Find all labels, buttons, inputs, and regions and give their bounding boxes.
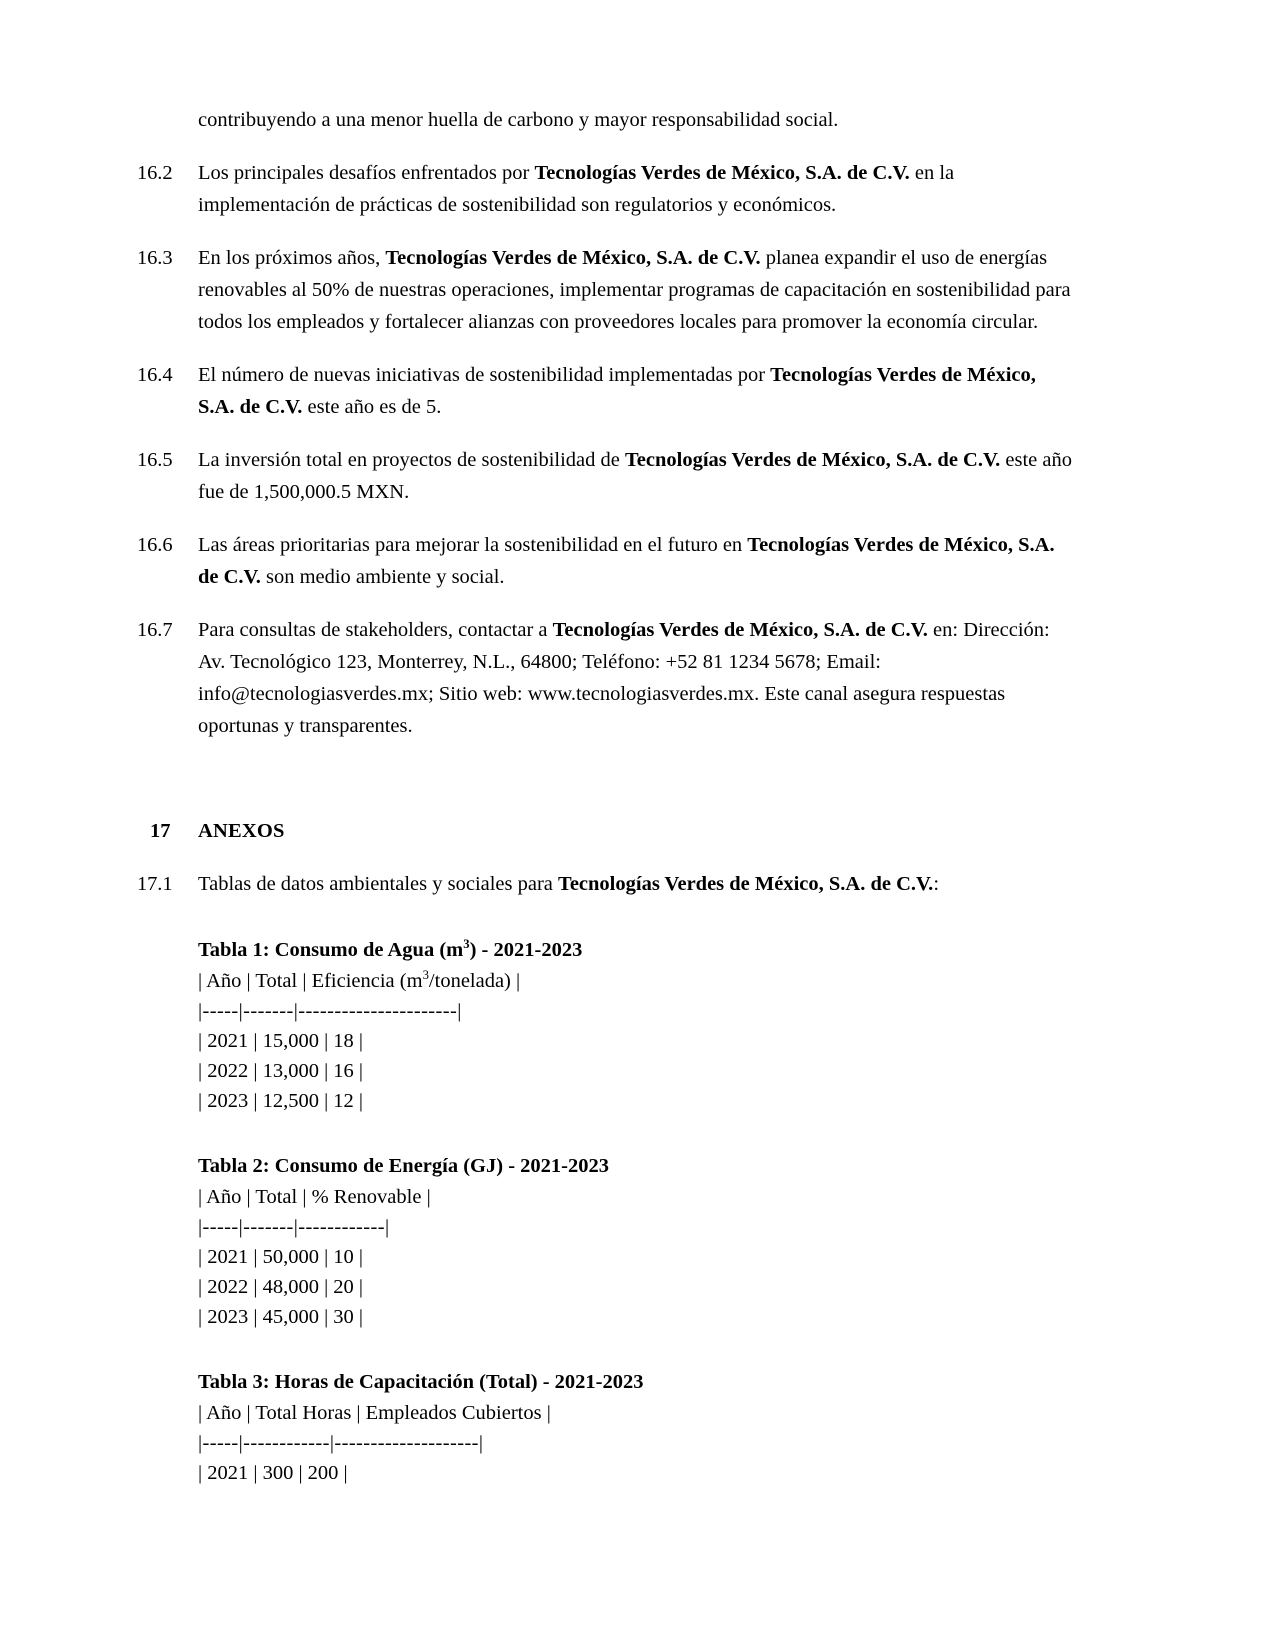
table-row: | 2021 | 50,000 | 10 |: [198, 1246, 364, 1268]
table-header-row: [198, 1182, 1077, 1212]
table-block-2: [198, 1150, 1077, 1332]
table-title-superscript: 3: [463, 937, 470, 952]
clause-number: 16.4: [137, 364, 173, 386]
clause-text-after: en: Dirección: Av. Tecnológico 123, Monterrey, N.L., 64800; Teléfono: +52 81 1234 5678; Email: info@tecnologiasverdes.mx; Sitio web: www.tecnologiasverdes.mx. Este canal asegura respuestas oportunas y transparentes.: [198, 619, 1050, 737]
table-header-prefix: | Año | Total | Eficiencia (m: [198, 970, 423, 992]
clause-text-before: En los próximos años,: [198, 247, 386, 269]
clause-number: 16.5: [137, 449, 173, 471]
clause-text-after: este año es de 5.: [302, 396, 442, 418]
clause-16-7: [137, 614, 1077, 742]
clause-number: 16.7: [137, 619, 173, 641]
table-header-row: [198, 1398, 1077, 1428]
table-title: [198, 1150, 1077, 1182]
table-header-prefix: | Año | Total | % Renovable |: [198, 1186, 431, 1208]
clause-number: 16.2: [137, 162, 173, 184]
clause-body: [198, 868, 1077, 900]
clause-body: [198, 157, 1077, 221]
table-header-superscript: 3: [422, 968, 429, 983]
clause-text-before: Las áreas prioritarias para mejorar la sostenibilidad en el futuro en: [198, 534, 748, 556]
clause-body: [198, 614, 1077, 742]
document-content: [137, 104, 1077, 1488]
table-separator-row: |-----|-------|----------------------|: [198, 1000, 462, 1022]
clause-body: [198, 242, 1077, 338]
section-number: 17: [150, 820, 171, 842]
orphan-continuation-line: [198, 104, 1077, 136]
clause-text-before: Para consultas de stakeholders, contactar a: [198, 619, 553, 641]
table-title: [198, 1366, 1077, 1398]
table-row: | 2021 | 300 | 200 |: [198, 1462, 348, 1484]
clause-number: 16.3: [137, 247, 173, 269]
table-block-1: [198, 934, 1077, 1116]
clause-text-before: La inversión total en proyectos de sostenibilidad de: [198, 449, 625, 471]
table-block-3: [198, 1366, 1077, 1488]
clause-text-before: El número de nuevas iniciativas de sostenibilidad implementadas por: [198, 364, 771, 386]
table-title-prefix: Tabla 3: Horas de Capacitación (Total) - 2021-2023: [198, 1371, 644, 1393]
table-title-prefix: Tabla 1: Consumo de Agua (m: [198, 939, 464, 961]
table-header-prefix: | Año | Total Horas | Empleados Cubiertos |: [198, 1402, 551, 1424]
clause-16-2: [137, 157, 1077, 221]
table-header-row: [198, 966, 1077, 996]
table-header-suffix: /tonelada) |: [428, 970, 521, 992]
table-title: [198, 934, 1077, 966]
table-separator-row: |-----|-------|------------|: [198, 1216, 390, 1238]
table-row: | 2023 | 45,000 | 30 |: [198, 1306, 364, 1328]
clause-body: [198, 359, 1077, 423]
clause-number: 16.6: [137, 534, 173, 556]
clause-text-before: Los principales desafíos enfrentados por: [198, 162, 535, 184]
company-name: Tecnologías Verdes de México, S.A. de C.V.: [558, 873, 934, 895]
company-name: Tecnologías Verdes de México, S.A. de C.V.: [198, 364, 1036, 418]
clause-16-5: [137, 444, 1077, 508]
orphan-text: contribuyendo a una menor huella de carbono y mayor responsabilidad social.: [198, 109, 839, 131]
company-name: Tecnologías Verdes de México, S.A. de C.V.: [552, 619, 928, 641]
clause-text-after: son medio ambiente y social.: [260, 566, 505, 588]
table-separator-row: |-----|------------|--------------------|: [198, 1432, 484, 1454]
clause-text-after: este año fue de 1,500,000.5 MXN.: [198, 449, 1072, 503]
clause-16-3: [137, 242, 1077, 338]
clause-text-after: planea expandir el uso de energías renovables al 50% de nuestras operaciones, implementar programas de capacitación en sostenibilidad para todos los empleados y fortalecer alianzas con proveedores locales para promover la economía circular.: [198, 247, 1071, 333]
company-name: Tecnologías Verdes de México, S.A. de C.V.: [385, 247, 761, 269]
company-name: Tecnologías Verdes de México, S.A. de C.V.: [534, 162, 910, 184]
section-heading-anexos: [137, 816, 1077, 846]
clause-body: [198, 529, 1077, 593]
company-name: Tecnologías Verdes de México, S.A. de C.V.: [624, 449, 1001, 471]
table-title-suffix: ) - 2021-2023: [469, 939, 583, 961]
clause-text-after: :: [933, 873, 940, 895]
table-row: | 2022 | 48,000 | 20 |: [198, 1276, 364, 1298]
clause-body: [198, 444, 1077, 508]
section-title: ANEXOS: [198, 820, 285, 842]
clause-16-6: [137, 529, 1077, 593]
clause-17-1: [137, 868, 1077, 900]
table-row: | 2021 | 15,000 | 18 |: [198, 1030, 364, 1052]
table-row: | 2023 | 12,500 | 12 |: [198, 1090, 364, 1112]
clause-text-before: Tablas de datos ambientales y sociales para: [198, 873, 559, 895]
clause-text-after: en la implementación de prácticas de sostenibilidad son regulatorios y económicos.: [198, 162, 955, 216]
table-title-prefix: Tabla 2: Consumo de Energía (GJ) - 2021-2023: [198, 1155, 609, 1177]
clause-16-4: [137, 359, 1077, 423]
clause-number: 17.1: [137, 873, 173, 895]
company-name: Tecnologías Verdes de México, S.A. de C.V.: [198, 534, 1055, 588]
table-row: | 2022 | 13,000 | 16 |: [198, 1060, 364, 1082]
